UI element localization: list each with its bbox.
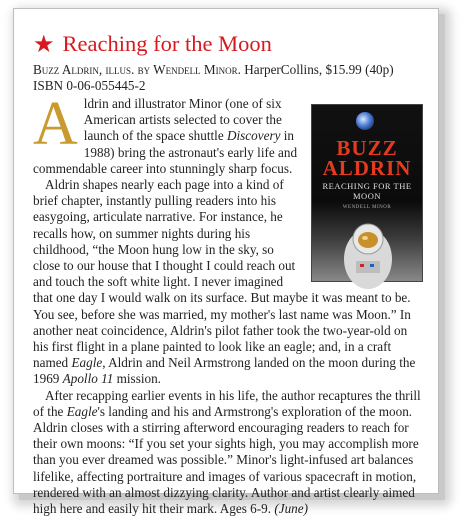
- illustrator-name: Wendell Minor: [153, 62, 238, 77]
- review-card: [13, 8, 439, 517]
- cover-line1: BUZZ: [336, 136, 398, 160]
- publisher-info: . HarperCollins, $15.99 (40p): [237, 62, 394, 77]
- earth-icon: [356, 112, 374, 130]
- paragraph-3: [33, 388, 423, 517]
- cover-line2: ALDRIN: [322, 156, 412, 180]
- book-meta: [33, 62, 423, 94]
- p2-text-c: mission.: [113, 371, 161, 387]
- author-name: Buzz Aldrin: [33, 62, 99, 77]
- p3-italic-a: Eagle: [66, 403, 98, 419]
- p2-text-b: , Aldrin and Neil Armstrong landed on the moon during the 1969: [33, 355, 416, 387]
- book-cover-image: [311, 104, 423, 282]
- p2-italic-a: Eagle: [71, 355, 103, 371]
- illus-prefix: , illus. by: [98, 62, 154, 77]
- astronaut-icon: [340, 217, 396, 287]
- p3-text-a: After recapping earlier events in his life, the author recaptures the thrill of the: [33, 387, 421, 419]
- p1-italic-a: Discovery: [226, 128, 281, 144]
- star-icon: ★: [33, 30, 55, 58]
- p3-italic-b: (June): [274, 501, 309, 517]
- p1-text-a: ldrin and illustrator Minor (one of six American artists selected to cover the launch of the space shuttle: [83, 96, 282, 144]
- isbn: ISBN 0-06-055445-2: [33, 78, 146, 93]
- cover-credit: WENDELL MINOR: [342, 205, 392, 210]
- title-row: [33, 31, 423, 57]
- p3-text-b: 's landing and his and Armstrong's exploration of the moon. Aldrin closes with a stirring afterword encouraging readers to reach for their own moons: “If you set your sights high, you may accomplish more than you ever dreamed was possible.” Minor's light-infused art balances lifelike, affecting portraiture and images of various spacecraft in motion, rendered with an almost dizzying clarity. Author and artist clearly aimed high here and easily hit their mark. Ages 6-9.: [33, 403, 419, 517]
- drop-cap: A: [33, 90, 78, 158]
- p1-text-b: in 1988) bring the astronaut's early life and commendable career into stunningly sharp focus.: [33, 128, 298, 176]
- review-body: [33, 90, 423, 517]
- p2-italic-b: Apollo 11: [62, 371, 114, 387]
- cover-subtitle: REACHING FOR THE MOON: [322, 181, 412, 201]
- review-title: Reaching for the Moon: [62, 31, 272, 56]
- p2-text-a: Aldrin shapes nearly each page into a kind of brief chapter, instantly pulling readers into his easygoing, articulate narrative. For instance, he recalls how, on summer nights during his childhood, “the Moon hung low in the sky, so close to our house that I thought I could reach out and touch the soft white light. I never imagined that one day I would walk on its surface. But maybe it was meant to be. You see, before she was married, my mother's last name was Moon.” In another neat coincidence, Aldrin's pilot father took the two-year-old on his first flight in a plane painted to look like an eagle; and, in a craft named: [33, 177, 411, 371]
